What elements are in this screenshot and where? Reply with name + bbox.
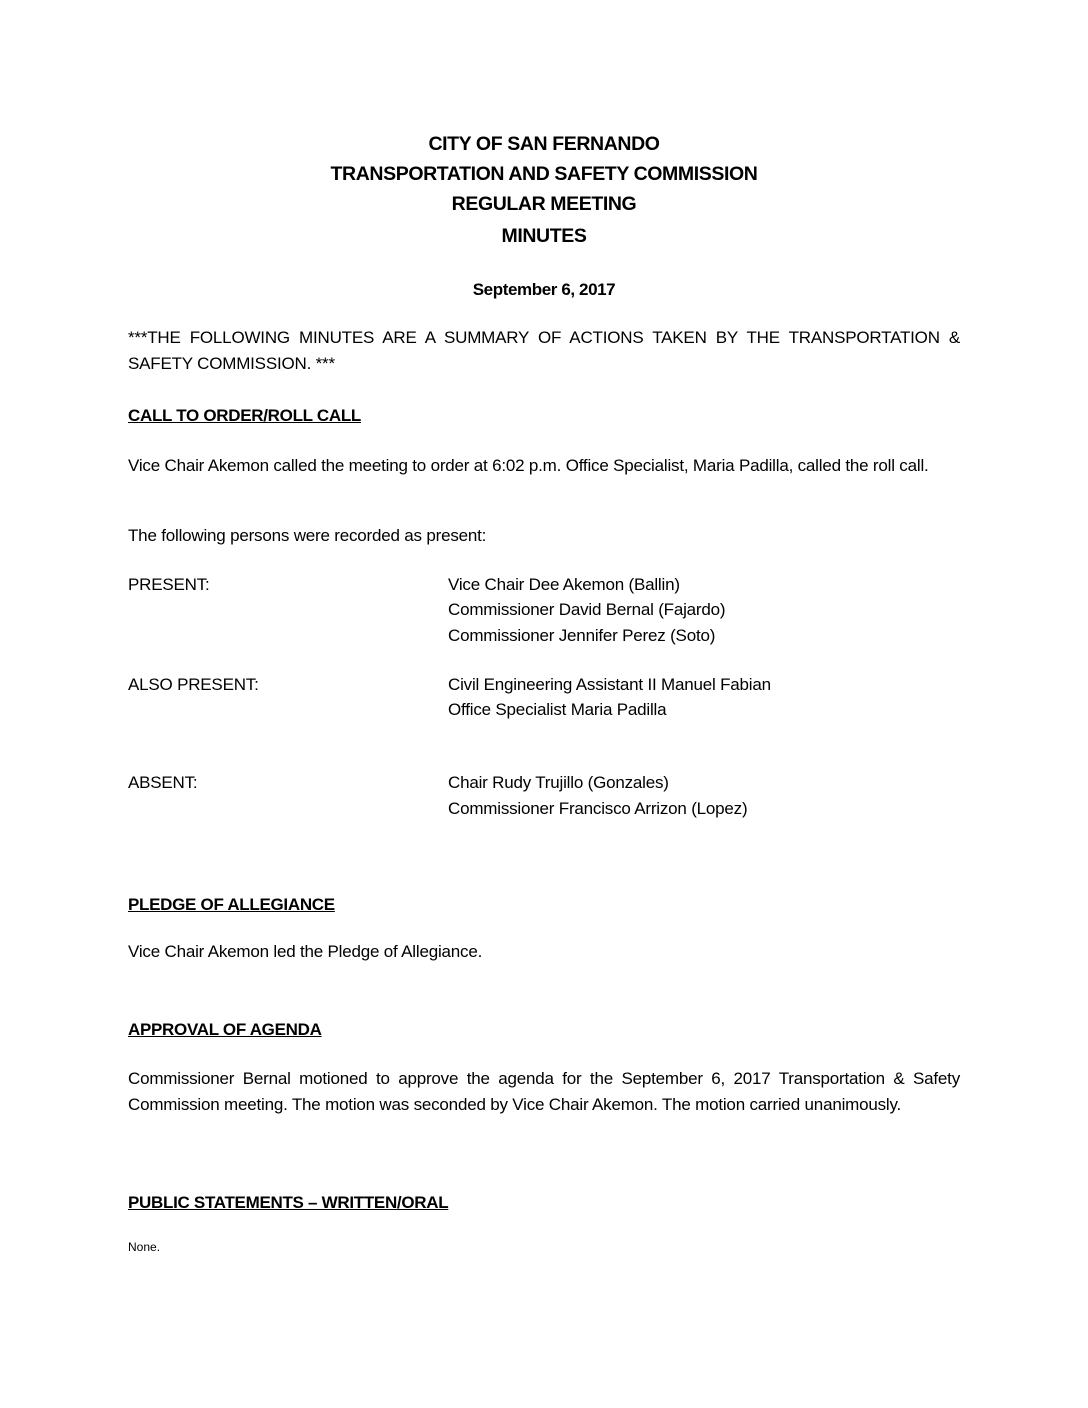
absent-label: ABSENT: — [128, 773, 198, 792]
absent-member: Commissioner Francisco Arrizon (Lopez) — [448, 799, 748, 818]
recorded-intro: The following persons were recorded as present: — [128, 526, 487, 545]
present-label: PRESENT: — [128, 575, 210, 594]
present-member: Commissioner David Bernal (Fajardo) — [448, 600, 726, 619]
absent-member: Chair Rudy Trujillo (Gonzales) — [448, 773, 669, 792]
header-commission: TRANSPORTATION AND SAFETY COMMISSION — [330, 163, 758, 185]
present-member: Vice Chair Dee Akemon (Ballin) — [448, 575, 680, 594]
public-statements-text: None. — [128, 1240, 161, 1254]
pledge-heading: PLEDGE OF ALLEGIANCE — [128, 895, 335, 914]
header-minutes: MINUTES — [501, 225, 587, 247]
also-present-member: Office Specialist Maria Padilla — [448, 700, 667, 719]
also-present-label: ALSO PRESENT: — [128, 675, 259, 694]
header-city: CITY OF SAN FERNANDO — [428, 133, 660, 155]
also-present-member: Civil Engineering Assistant II Manuel Fabian — [448, 675, 771, 694]
pledge-text: Vice Chair Akemon led the Pledge of Allegiance. — [128, 942, 483, 961]
present-member: Commissioner Jennifer Perez (Soto) — [448, 626, 716, 645]
summary-notice: ***THE FOLLOWING MINUTES ARE A SUMMARY OF ACTIONS TAKEN BY THE TRANSPORTATION & SAFETY COMMISSION. *** — [128, 328, 960, 373]
public-statements-heading: PUBLIC STATEMENTS – WRITTEN/ORAL — [128, 1193, 449, 1212]
call-to-order-text: Vice Chair Akemon called the meeting to order at 6:02 p.m. Office Specialist, Maria Padilla, called the roll call. — [128, 456, 929, 475]
header-meeting-type: REGULAR MEETING — [451, 193, 637, 215]
agenda-text: Commissioner Bernal motioned to approve the agenda for the September 6, 2017 Transportation & Safety Commission meeting. The motion was seconded by Vice Chair Akemon. The motion carried unanimously. — [128, 1069, 960, 1114]
meeting-date: September 6, 2017 — [472, 280, 616, 299]
call-to-order-heading: CALL TO ORDER/ROLL CALL — [128, 406, 361, 425]
agenda-heading: APPROVAL OF AGENDA — [128, 1020, 322, 1039]
